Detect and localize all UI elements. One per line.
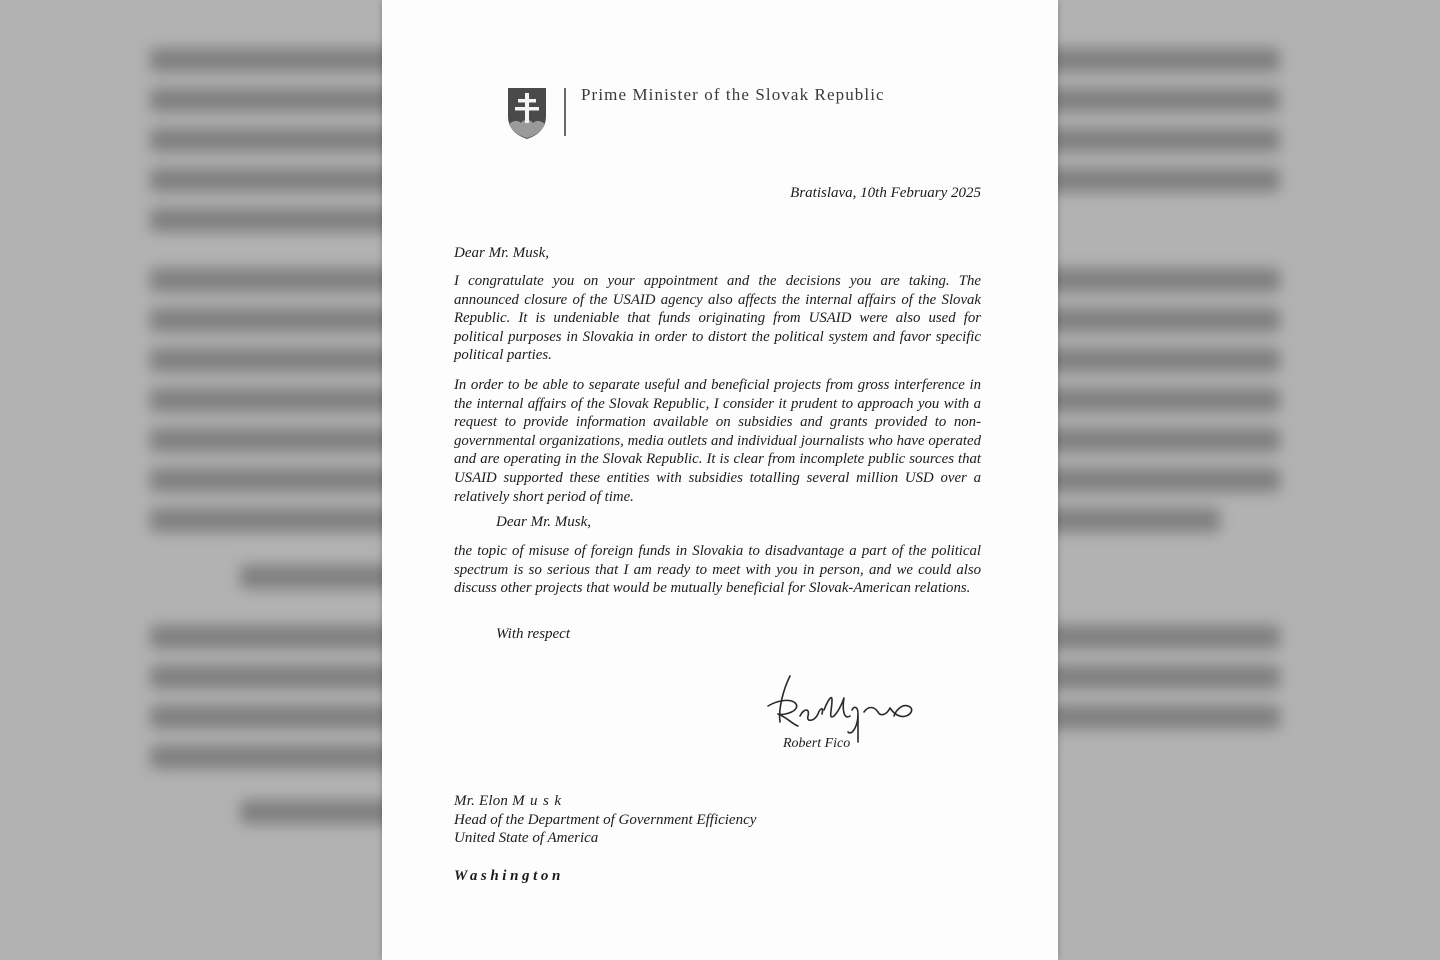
body-paragraph-3: the topic of misuse of foreign funds in Slovakia to disadvantage a part of the political spectrum is so serious that I am ready to meet with you in person, and we could also discuss other projects that would be mutually beneficial for Slovak-American relations. [454, 543, 981, 597]
addressee-city: Washington [454, 868, 564, 884]
letter-date: Bratislava, 10th February 2025 [790, 185, 981, 201]
addressee-name-prefix: Mr. Elon [454, 793, 513, 809]
salutation: Dear Mr. Musk, [454, 245, 549, 261]
signer-name: Robert Fico [783, 736, 851, 751]
addressee-country: United State of America [454, 830, 599, 846]
salutation-repeat: Dear Mr. Musk, [496, 514, 591, 530]
letter-page [382, 0, 1058, 960]
body-paragraph-1: I congratulate you on your appointment and the decisions you are taking. The announced closure of the USAID agency also affects the internal affairs of the Slovak Republic. It is undeniable that funds originating from USAID were also used for political purposes in Slovakia in order to distort the political system and favor specific political parties. [454, 273, 981, 364]
addressee-title: Head of the Department of Government Efficiency [454, 812, 757, 828]
closing: With respect [496, 626, 571, 642]
addressee-surname: Musk [512, 793, 567, 809]
addressee-name [454, 793, 567, 810]
body-paragraph-2: In order to be able to separate useful and beneficial projects from gross interference in the internal affairs of the Slovak Republic, I consider it prudent to approach you with a request to provide information available on subsidies and grants provided to non-governmental organizations, media outlets and individual journalists who have operated and are operating in the Slovak Republic. It is clear from incomplete public sources that USAID supported these entities with subsidies totalling several million USD over a relatively short period of time. [454, 377, 981, 505]
slovak-coat-of-arms-icon [506, 86, 548, 140]
letterhead-title: Prime Minister of the Slovak Republic [581, 85, 885, 104]
letterhead-divider [564, 88, 566, 136]
